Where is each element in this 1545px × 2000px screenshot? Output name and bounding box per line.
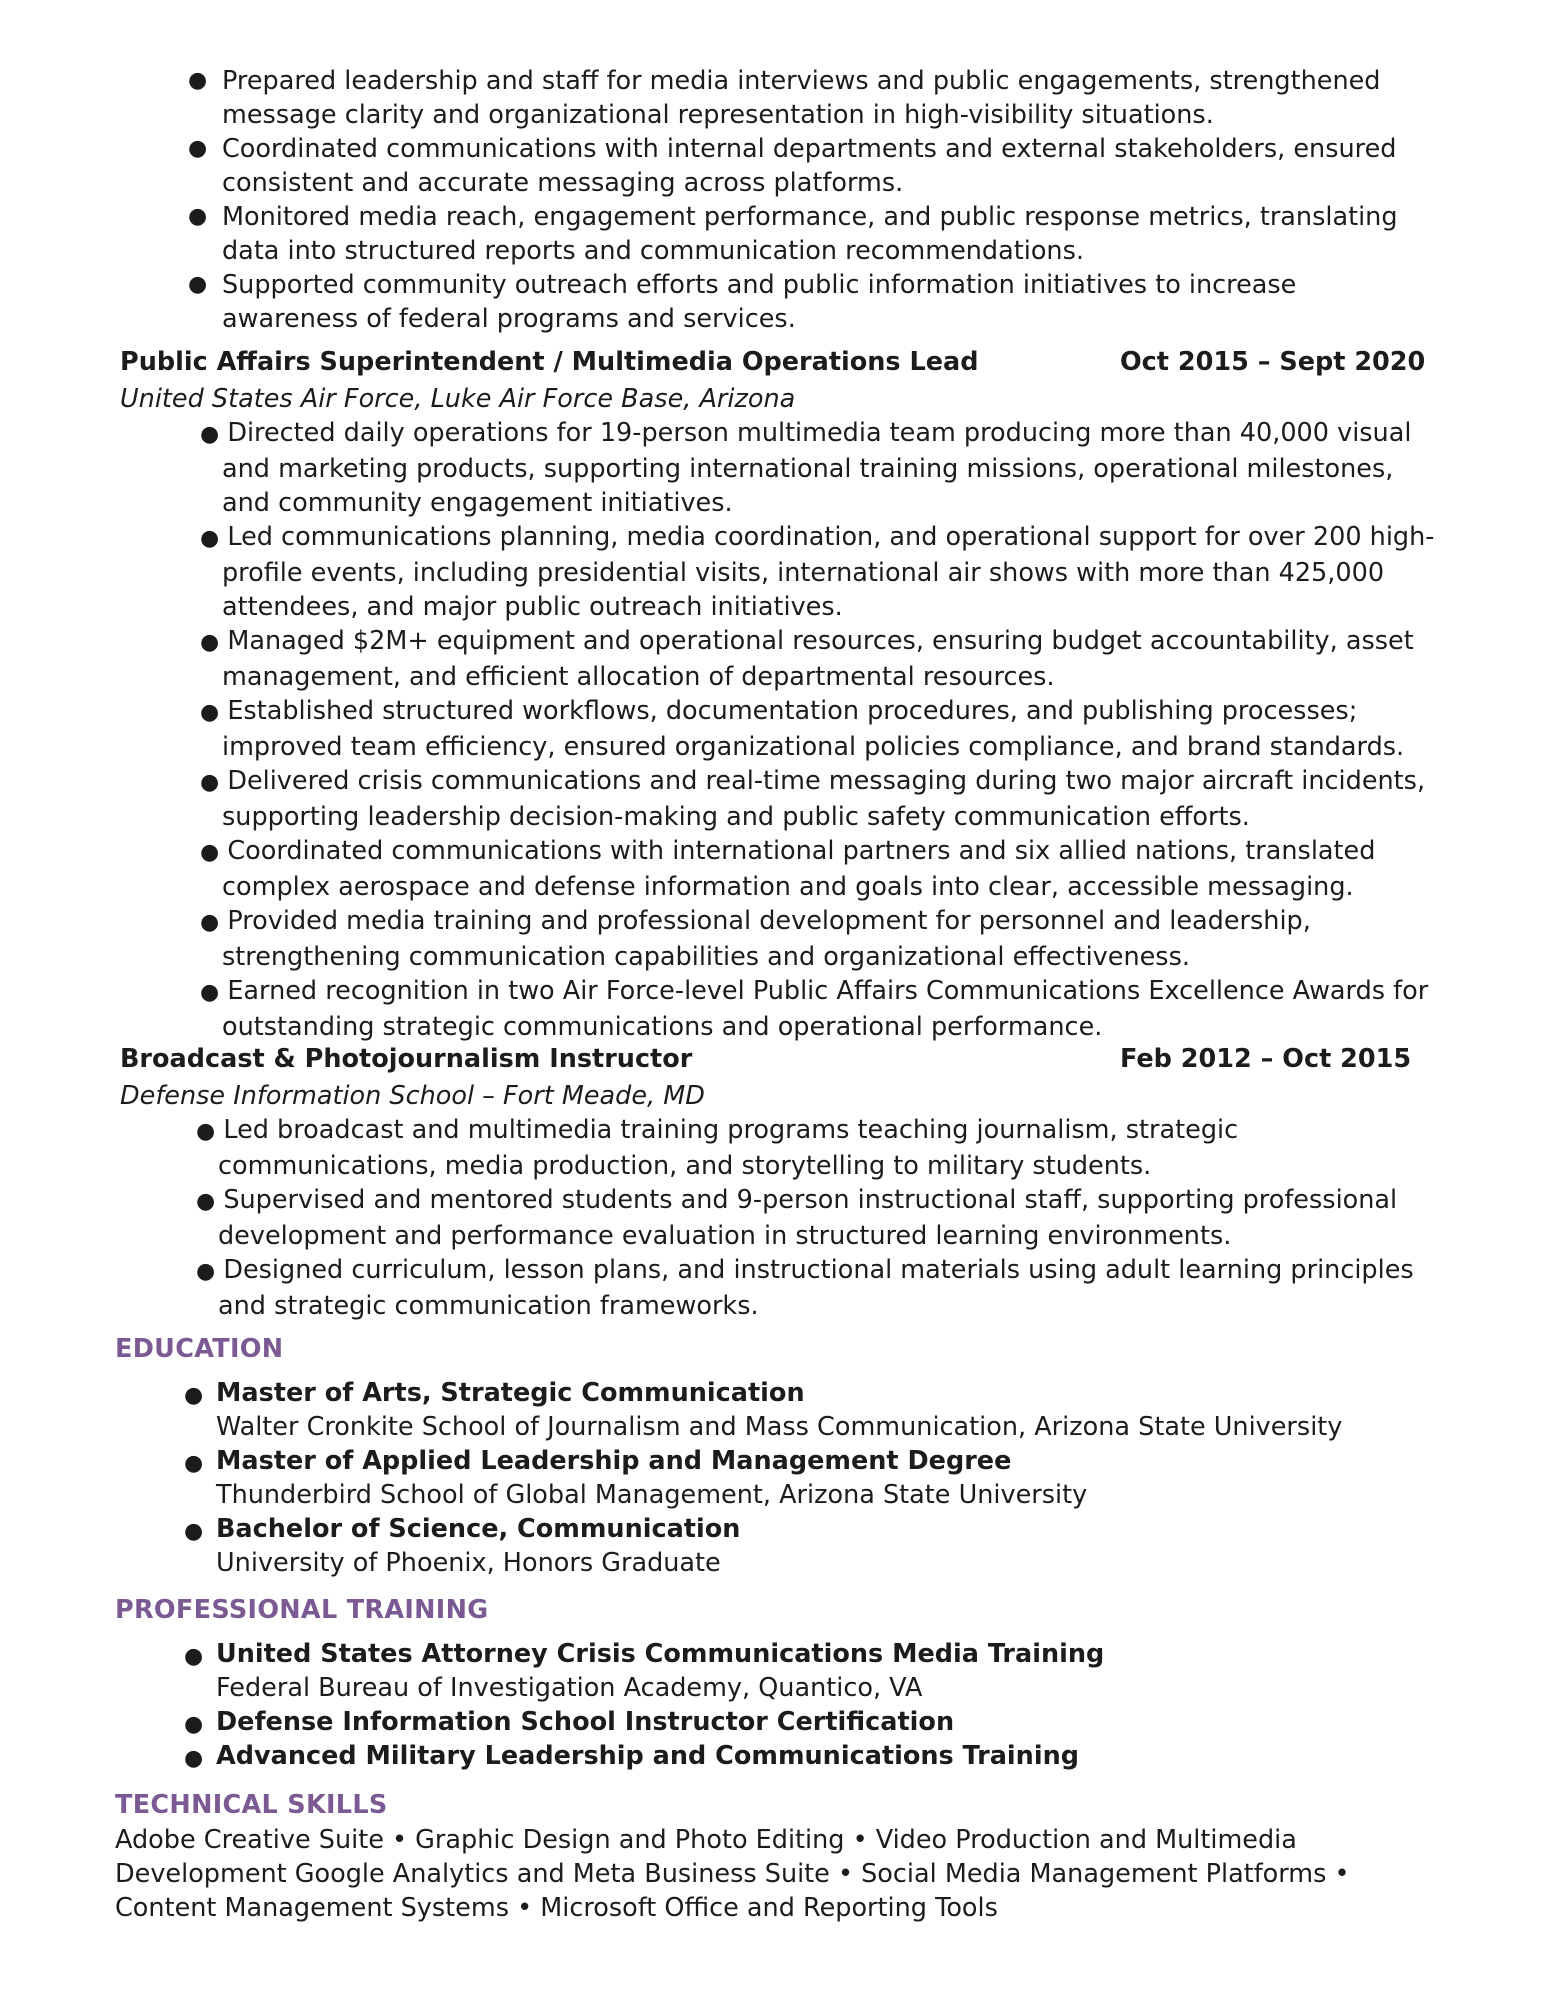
training-heading: PROFESSIONAL TRAINING xyxy=(115,1595,489,1625)
list-item: ● Prepared leadership and staff for media interviews and public engagements, strengthened message clarity and organizational representation in high-visibility situations. xyxy=(188,64,1428,132)
job-dates: Feb 2012 – Oct 2015 xyxy=(1120,1044,1412,1074)
job-header xyxy=(120,344,1426,382)
list-item: ● Coordinated communications with international partners and six allied nations, translated complex aerospace and defense information and goals into clear, accessible messaging. xyxy=(200,836,1376,902)
list-item xyxy=(184,1512,1384,1580)
list-item: ● Led broadcast and multimedia training programs teaching journalism, strategic communications, media production, and storytelling to military students. xyxy=(196,1115,1239,1181)
school-name: University of Phoenix, Honors Graduate xyxy=(216,1548,721,1578)
job-bullet-list xyxy=(184,1113,1434,1323)
list-item: ● Coordinated communications with internal departments and external stakeholders, ensured consistent and accurate messaging across platforms. xyxy=(188,132,1428,200)
degree-title: ● Master of Applied Leadership and Management Degree xyxy=(216,1446,1012,1476)
job-entry-instructor xyxy=(120,1041,1420,1323)
list-item: ● Supported community outreach efforts and public information initiatives to increase awareness of federal programs and services. xyxy=(188,268,1428,336)
job-bullet-list xyxy=(188,416,1438,1044)
job-title: Broadcast & Photojournalism Instructor xyxy=(120,1044,693,1074)
list-item: ● Monitored media reach, engagement performance, and public response metrics, translating data into structured reports and communication recommendations. xyxy=(188,200,1428,268)
degree-title: ● Bachelor of Science, Communication xyxy=(216,1514,741,1544)
school-name: Walter Cronkite School of Journalism and Mass Communication, Arizona State University xyxy=(216,1412,1343,1442)
list-item xyxy=(184,1705,1384,1739)
list-item xyxy=(184,1376,1384,1444)
job-organization: United States Air Force, Luke Air Force Base, Arizona xyxy=(120,384,796,414)
degree-title: ● Master of Arts, Strategic Communication xyxy=(216,1378,805,1408)
list-item: ● Provided media training and professional development for personnel and leadership, strengthening communication capabilities and organizational effectiveness. xyxy=(200,906,1311,972)
list-item: ● Delivered crisis communications and real-time messaging during two major aircraft incidents, supporting leadership decision-making and public safety communication efforts. xyxy=(200,766,1426,832)
job-organization: Defense Information School – Fort Meade, MD xyxy=(120,1081,705,1111)
list-item: ● Led communications planning, media coordination, and operational support for over 200 high-profile events, including presidential visits, international air shows with more than 425,000 attendees, and major public outreach initiatives. xyxy=(200,522,1435,622)
skills-text: Adobe Creative Suite • Graphic Design and Photo Editing • Video Production and Multimedia Development Google Analytics and Meta Business Suite • Social Media Management Platforms • Content Management Systems • Microsoft Office and Reporting Tools xyxy=(115,1825,1350,1923)
school-name: Thunderbird School of Global Management, Arizona State University xyxy=(216,1480,1088,1510)
education-heading: EDUCATION xyxy=(115,1334,284,1364)
list-item: ● Supervised and mentored students and 9-person instructional staff, supporting professional development and performance evaluation in structured learning environments. xyxy=(196,1185,1398,1251)
list-item xyxy=(184,1444,1384,1512)
list-item: ● Directed daily operations for 19-person multimedia team producing more than 40,000 visual and marketing products, supporting international training missions, operational milestones, and community engagement initiatives. xyxy=(200,418,1412,518)
job-dates: Oct 2015 – Sept 2020 xyxy=(1120,347,1426,377)
list-item: ● Designed curriculum, lesson plans, and instructional materials using adult learning principles and strategic communication frameworks. xyxy=(196,1255,1414,1321)
training-place: Federal Bureau of Investigation Academy, Quantico, VA xyxy=(216,1673,923,1703)
training-title: ● United States Attorney Crisis Communications Media Training xyxy=(216,1639,1105,1669)
list-item xyxy=(184,1739,1384,1773)
job-header xyxy=(120,1041,1420,1079)
education-list xyxy=(184,1376,1384,1580)
list-item: ● Managed $2M+ equipment and operational resources, ensuring budget accountability, asset management, and efficient allocation of departmental resources. xyxy=(200,626,1414,692)
intro-bullet-list xyxy=(188,64,1428,336)
list-item xyxy=(184,1637,1384,1705)
training-title: ● Advanced Military Leadership and Communications Training xyxy=(216,1741,1079,1771)
list-item: ● Earned recognition in two Air Force-level Public Affairs Communications Excellence Awards for outstanding strategic communications and operational performance. xyxy=(200,976,1429,1042)
training-list xyxy=(184,1637,1384,1773)
job-title: Public Affairs Superintendent / Multimedia Operations Lead xyxy=(120,347,979,377)
list-item: ● Established structured workflows, documentation procedures, and publishing processes; improved team efficiency, ensured organizational policies compliance, and brand standards. xyxy=(200,696,1405,762)
skills-heading: TECHNICAL SKILLS xyxy=(115,1790,388,1820)
job-entry-public-affairs xyxy=(120,344,1435,1044)
training-title: ● Defense Information School Instructor Certification xyxy=(216,1707,955,1737)
